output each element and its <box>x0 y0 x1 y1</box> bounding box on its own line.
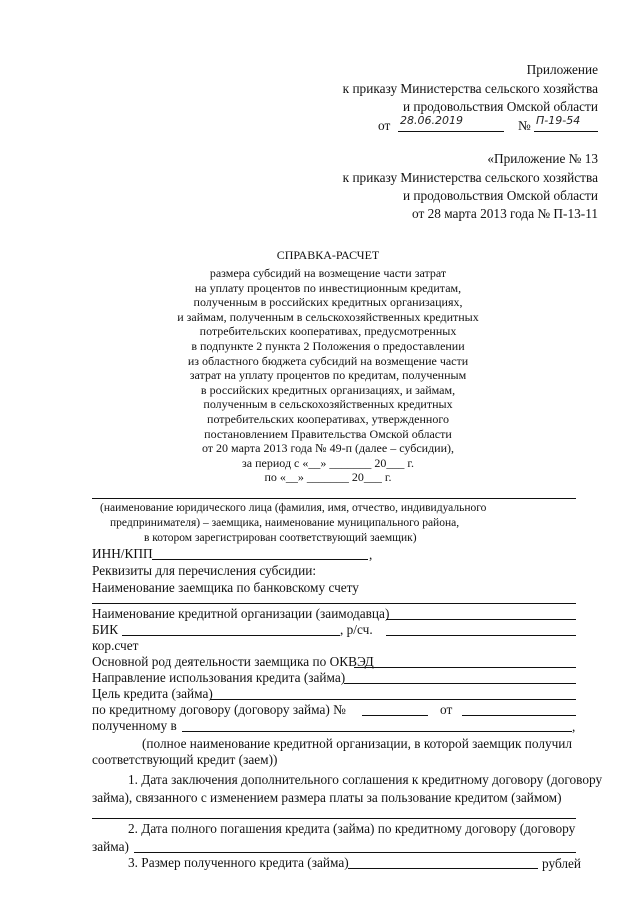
header-ministry-line: и продовольствия Омской области <box>402 99 598 114</box>
annex-date-line: от 28 марта 2013 года № П-13-11 <box>412 206 598 221</box>
item-2-field[interactable] <box>134 852 576 853</box>
subtitle-line: затрат на уплату процентов по кредитам, полученным <box>189 368 467 383</box>
purpose-field[interactable] <box>210 699 576 700</box>
header-date-prefix: от <box>378 118 391 133</box>
item-2-line-2: займа) <box>92 839 129 854</box>
inn-label: ИНН/КПП <box>92 546 153 561</box>
annex-order-line: к приказу Министерства сельского хозяйства <box>342 170 598 185</box>
direction-label: Направление использования кредита (займа) <box>92 670 346 685</box>
item-3-label: 3. Размер полученного кредита (займа) <box>128 855 349 870</box>
header-date-underline <box>398 131 504 132</box>
subtitle-line: полученным в российских кредитных организациях, <box>193 295 463 310</box>
annex-title: «Приложение № 13 <box>487 151 598 166</box>
item-3-unit: рублей <box>542 856 582 871</box>
subtitle-line: в подпункте 2 пункта 2 Положения о предоставлении <box>191 339 465 353</box>
creditor-field[interactable] <box>386 619 576 620</box>
received-tail: , <box>572 719 576 734</box>
item-3-field[interactable] <box>348 868 538 869</box>
header-number-handwritten: П-19-54 <box>536 114 581 127</box>
subtitle-line: потребительских кооперативах, утвержденного <box>207 412 449 426</box>
borrower-note-3: в котором зарегистрирован соответствующий заемщик) <box>144 532 417 544</box>
subtitle-line: и займам, полученным в сельскохозяйственных кредитных <box>177 309 479 324</box>
subtitle-line: за период с «__» _______ 20___ г. <box>242 455 414 470</box>
header-number-underline <box>534 131 598 132</box>
header-appendix-label: Приложение <box>526 62 598 77</box>
bank-name-label: Наименование заемщика по банковскому счету <box>92 580 359 595</box>
subtitle-line: потребительских кооперативах, предусмотренных <box>199 324 457 339</box>
header-number-prefix: № <box>518 118 531 133</box>
subtitle-line: в российских кредитных организациях, и займам, <box>200 382 456 397</box>
item-1-line-2: займа), связанного с изменением размера платы за пользование кредитом (займом) <box>92 790 562 805</box>
subtitle-line: полученным в сельскохозяйственных кредитных <box>203 397 453 412</box>
item-2-line-1: 2. Дата полного погашения кредита (займа) по кредитному договору (договору <box>128 821 576 836</box>
header-order-line: к приказу Министерства сельского хозяйства <box>342 81 598 96</box>
okved-field[interactable] <box>354 667 576 668</box>
direction-field[interactable] <box>344 683 576 684</box>
okved-label: Основной род деятельности заемщика по ОКВЭД <box>92 654 374 669</box>
bank-name-field[interactable] <box>92 603 576 604</box>
annex-ministry-line: и продовольствия Омской области <box>402 188 598 203</box>
subtitle-line: из областного бюджета субсидий на возмещение части <box>187 353 469 368</box>
borrower-name-line <box>92 498 576 499</box>
creditor-label: Наименование кредитной организации (заимодавца) <box>92 606 390 621</box>
header-date-handwritten: 28.06.2019 <box>400 114 463 127</box>
contract-number-field[interactable] <box>362 715 428 716</box>
item-1-line-1: 1. Дата заключения дополнительного соглашения к кредитному договору (договору <box>128 772 603 787</box>
inn-tail: , <box>369 547 373 562</box>
received-label: полученному в <box>92 718 177 733</box>
borrower-note-2: предпринимателя) – заемщика, наименование муниципального района, <box>110 517 460 529</box>
purpose-label: Цель кредита (займа) <box>92 686 213 701</box>
contract-from-label: от <box>440 702 453 717</box>
account-label: , р/сч. <box>340 622 373 637</box>
document-heading: СПРАВКА-РАСЧЕТ <box>276 248 380 262</box>
inn-field[interactable] <box>152 559 368 560</box>
corr-account-label: кор.счет <box>92 638 139 653</box>
subtitle-line: размера субсидий на возмещение части затрат <box>209 266 447 280</box>
subtitle-line: от 20 марта 2013 года № 49-п (далее – субсидии), <box>201 441 455 456</box>
subtitle-line: по «__» _______ 20___ г. <box>264 470 392 485</box>
requisites-label: Реквизиты для перечисления субсидии: <box>92 563 317 578</box>
contract-date-field[interactable] <box>462 715 576 716</box>
contract-label: по кредитному договору (договору займа) № <box>92 702 346 717</box>
subtitle-line: постановлением Правительства Омской области <box>204 426 452 441</box>
received-bank-field[interactable] <box>182 731 572 732</box>
bik-field[interactable] <box>122 635 340 636</box>
subtitle-line: на уплату процентов по инвестиционным кредитам, <box>194 280 462 295</box>
borrower-note-1: (наименование юридического лица (фамилия, имя, отчество, индивидуального <box>100 502 487 514</box>
bik-label: БИК <box>92 622 119 637</box>
full-name-note-2: соответствующий кредит (заем)) <box>92 752 278 767</box>
account-field[interactable] <box>386 635 576 636</box>
item-1-field[interactable] <box>92 818 576 819</box>
full-name-note-1: (полное наименование кредитной организации, в которой заемщик получил <box>142 736 573 751</box>
